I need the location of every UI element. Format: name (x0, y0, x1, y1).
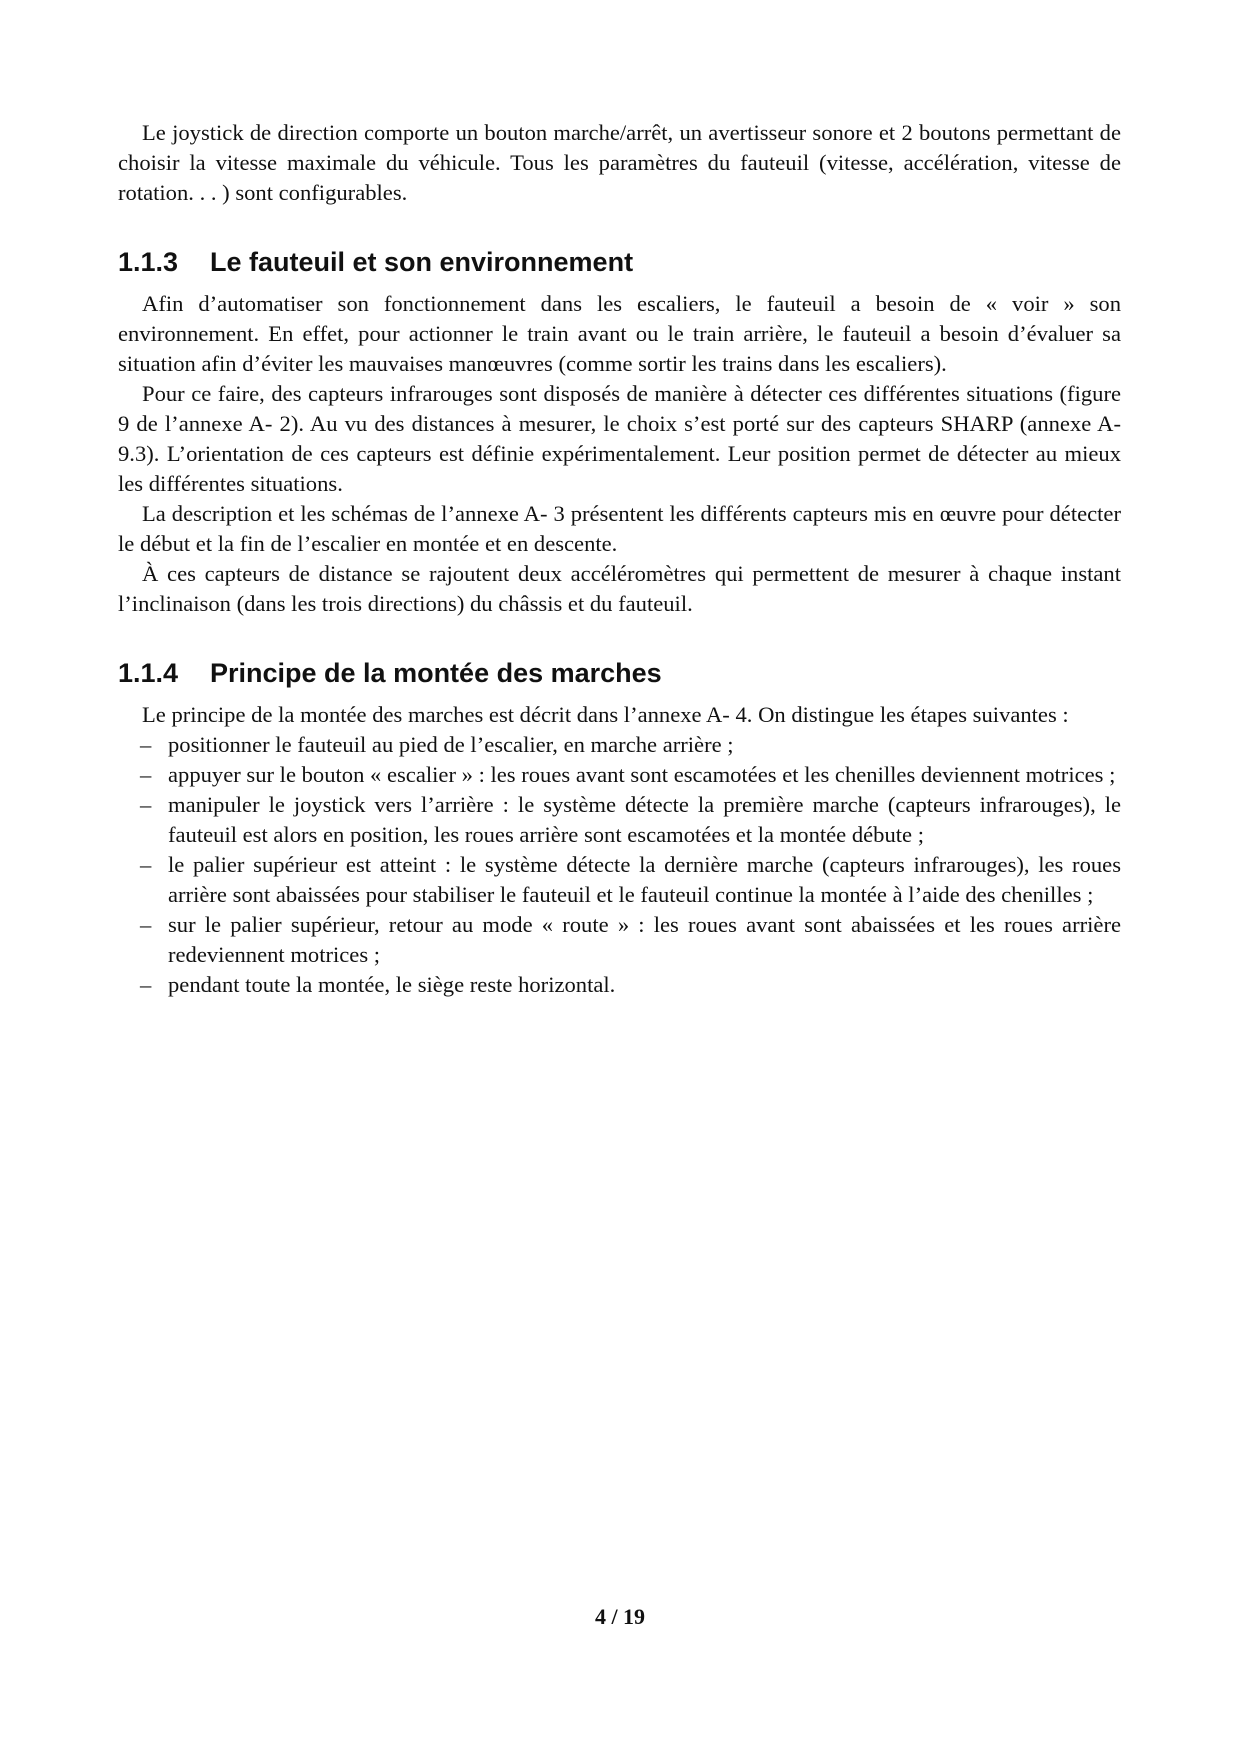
paragraph: Afin d’automatiser son fonctionnement dans les escaliers, le fauteuil a besoin de « voir » son environnement. En effet, pour actionner le train avant ou le train arrière, le fauteuil a besoin d’évaluer sa situation afin d’éviter les mauvaises manœuvres (comme sortir les trains dans les escaliers). (118, 291, 1121, 376)
list-item (118, 910, 1121, 970)
list-item-text: positionner le fauteuil au pied de l’escalier, en marche arrière ; (168, 732, 734, 757)
bullet-dash: – (140, 912, 152, 937)
paragraph: La description et les schémas de l’annexe A- 3 présentent les différents capteurs mis en œuvre pour détecter le début et la fin de l’escalier en montée et en descente. (118, 501, 1121, 556)
paragraph: À ces capteurs de distance se rajoutent deux accéléromètres qui permettent de mesurer à chaque instant l’inclinaison (dans les trois directions) du châssis et du fauteuil. (118, 561, 1121, 616)
section-title: Principe de la montée des marches (210, 658, 662, 688)
bullet-dash: – (140, 972, 152, 997)
list-item-text: manipuler le joystick vers l’arrière : le système détecte la première marche (capteurs infrarouges), le fauteuil est alors en position, les roues arrière sont escamotées et la montée débute ; (168, 792, 1121, 847)
page-number: 4 / 19 (594, 1604, 646, 1629)
list-item (118, 790, 1121, 850)
page-content (118, 118, 1121, 1000)
list-item (118, 730, 1121, 760)
steps-list (118, 730, 1121, 1000)
bullet-dash: – (140, 792, 152, 817)
section-heading-1-1-3 (118, 245, 1121, 279)
list-item (118, 850, 1121, 910)
section-heading-1-1-4 (118, 656, 1121, 690)
list-item-text: sur le palier supérieur, retour au mode « route » : les roues avant sont abaissées et les roues arrière redeviennent motrices ; (168, 912, 1121, 967)
bullet-dash: – (140, 852, 152, 877)
intro-paragraph: Le joystick de direction comporte un bouton marche/arrêt, un avertisseur sonore et 2 boutons permettant de choisir la vitesse maximale du véhicule. Tous les paramètres du fauteuil (vitesse, accélération, vitesse de rotation. . . ) sont configurables. (118, 120, 1121, 205)
section-title: Le fauteuil et son environnement (210, 247, 634, 277)
bullet-dash: – (140, 762, 152, 787)
paragraph: Pour ce faire, des capteurs infrarouges sont disposés de manière à détecter ces différentes situations (figure 9 de l’annexe A- 2). Au vu des distances à mesurer, le choix s’est porté sur des capteurs SHARP (annexe A- 9.3). L’orientation de ces capteurs est définie expérimentalement. Leur position permet de détecter au mieux les différentes situations. (118, 381, 1121, 496)
list-item (118, 970, 1121, 1000)
list-item-text: appuyer sur le bouton « escalier » : les roues avant sont escamotées et les chenilles deviennent motrices ; (168, 762, 1116, 787)
bullet-dash: – (140, 732, 152, 757)
paragraph: Le principe de la montée des marches est décrit dans l’annexe A- 4. On distingue les étapes suivantes : (142, 702, 1069, 727)
section-number: 1.1.3 (118, 247, 179, 277)
list-item (118, 760, 1121, 790)
list-item-text: le palier supérieur est atteint : le système détecte la dernière marche (capteurs infrarouges), les roues arrière sont abaissées pour stabiliser le fauteuil et le fauteuil continue la montée à l’aide des chenilles ; (168, 852, 1121, 907)
section-number: 1.1.4 (118, 658, 179, 688)
list-item-text: pendant toute la montée, le siège reste horizontal. (168, 972, 616, 997)
